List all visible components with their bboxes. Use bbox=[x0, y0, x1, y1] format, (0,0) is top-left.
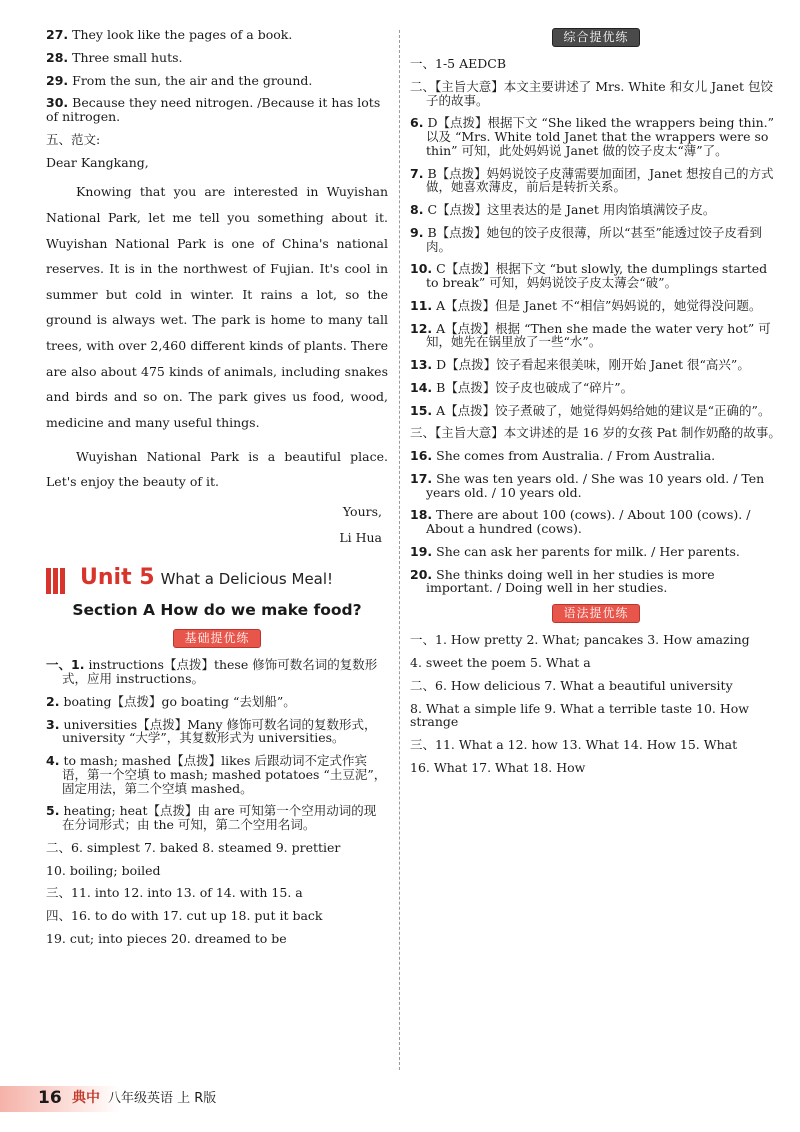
answer-text: She thinks doing well in her studies is more important. / Doing well in her studies. bbox=[426, 566, 715, 596]
answer-item bbox=[410, 472, 782, 500]
answer-item bbox=[410, 116, 782, 157]
answer-text: to mash; mashed【点拨】likes 后跟动词不定式作宾语，第一个空填 to mash; mashed potatoes “土豆泥”，固定用法，第二个空填 mashed。 bbox=[62, 753, 387, 796]
grammar-lines bbox=[410, 633, 782, 774]
answer-number: 27. bbox=[46, 27, 69, 42]
answer-item bbox=[410, 545, 782, 559]
answer-number: 12. bbox=[410, 320, 433, 336]
footer-logo: 典中 bbox=[72, 1090, 100, 1106]
answer-item bbox=[46, 658, 388, 686]
answer-item bbox=[46, 96, 388, 124]
answer-item bbox=[46, 718, 388, 746]
banner-grammar-wrap bbox=[410, 604, 782, 623]
answer-number: 13. bbox=[410, 357, 433, 373]
letter-signature: Li Hua bbox=[339, 529, 382, 545]
answer-item bbox=[410, 508, 782, 536]
right-column bbox=[410, 28, 782, 784]
answer-item bbox=[410, 226, 782, 254]
unit-label: Unit 5 bbox=[80, 565, 155, 591]
letter-greeting: Dear Kangkang, bbox=[46, 154, 149, 170]
answer-line: 二、6. simplest 7. baked 8. steamed 9. prettier bbox=[46, 839, 341, 855]
answer-number: 6. bbox=[410, 115, 424, 131]
answer-text: She can ask her parents for milk. / Her parents. bbox=[436, 543, 740, 559]
letter-paragraph-1: Knowing that you are interested in Wuyishan National Park, let me tell you something about it. Wuyishan National Park is one of China's national reserves. It is in the northwest of Fujian. It's cool in summer but cold in winter. It rains a lot, so the ground is always wet. The park is home to many tall trees, with over 2,460 different kinds of plants. There are also about 475 kinds of animals, including snakes and birds and so on. The park gives us food, wood, medicine and many useful things. bbox=[46, 184, 388, 430]
column-divider bbox=[399, 30, 400, 1070]
answer-number: 16. bbox=[410, 448, 433, 464]
banner-basic-wrap bbox=[46, 629, 388, 648]
unit-header bbox=[46, 562, 388, 596]
answer-text: B【点拨】她包的饺子皮很薄，所以“甚至”能透过饺子皮看到肉。 bbox=[426, 224, 762, 254]
answer-item bbox=[410, 322, 782, 350]
main-idea-1: 二、【主旨大意】本文主要讲述了 Mrs. White 和女儿 Janet 包饺子的故事。 bbox=[410, 78, 774, 108]
banner-basic: 基础提优练 bbox=[173, 629, 260, 648]
answer-line: 16. What 17. What 18. How bbox=[410, 759, 586, 775]
section-title: Section A How do we make food? bbox=[72, 601, 362, 620]
answer-number: 4. bbox=[46, 753, 60, 769]
answer-item bbox=[410, 167, 782, 195]
answer-text: B【点拨】妈妈说饺子皮薄需要加面团，Janet 想按自己的方式做，她喜欢薄皮，前后是转折关系。 bbox=[426, 165, 774, 195]
answer-number: 14. bbox=[410, 379, 433, 395]
answer-text: D【点拨】根据下文 “She liked the wrappers being thin.” 以及 “Mrs. White told Janet that the wrappers were so thin” 可知，此处妈妈说 Janet 做的饺子皮太“薄”了。 bbox=[426, 115, 774, 158]
banner-grammar: 语法提优练 bbox=[552, 604, 639, 623]
answer-line: 10. boiling; boiled bbox=[46, 862, 161, 878]
answer-number: 9. bbox=[410, 224, 424, 240]
answer-line: 四、16. to do with 17. cut up 18. put it back bbox=[46, 908, 323, 924]
main-idea-2: 三、【主旨大意】本文讲述的是 16 岁的女孩 Pat 制作奶酪的故事。 bbox=[410, 425, 781, 441]
answer-number: 17. bbox=[410, 470, 433, 486]
answer-line: 4. sweet the poem 5. What a bbox=[410, 655, 591, 671]
unit-subtitle: What a Delicious Meal! bbox=[160, 570, 334, 589]
essay-heading: 五、范文: bbox=[46, 131, 101, 147]
answer-number: 19. bbox=[410, 543, 433, 559]
banner-comprehensive: 综合提优练 bbox=[552, 28, 639, 47]
answer-number: 2. bbox=[46, 693, 60, 709]
answer-text: instructions【点拨】these 修饰可数名词的复数形式，应用 instructions。 bbox=[62, 657, 378, 687]
answer-line: 8. What a simple life 9. What a terrible taste 10. How strange bbox=[410, 700, 749, 730]
answer-number: 20. bbox=[410, 566, 433, 582]
answer-text: They look like the pages of a book. bbox=[72, 27, 293, 42]
answer-number: 11. bbox=[410, 297, 433, 313]
answer-line: 一、1. How pretty 2. What; pancakes 3. How amazing bbox=[410, 632, 750, 648]
basic-short-lines bbox=[46, 841, 388, 946]
answer-item bbox=[410, 358, 782, 372]
answer-text: She was ten years old. / She was 10 years old. / Ten years old. / 10 years old. bbox=[426, 470, 765, 500]
answers-top bbox=[46, 28, 388, 124]
answer-line: 19. cut; into pieces 20. dreamed to be bbox=[46, 930, 287, 946]
answer-item bbox=[46, 51, 388, 65]
letter-paragraph-2: Wuyishan National Park is a beautiful place. Let's enjoy the beauty of it. bbox=[46, 448, 388, 490]
answer-item bbox=[410, 381, 782, 395]
answer-number: 5. bbox=[46, 803, 60, 819]
answer-number: 18. bbox=[410, 507, 433, 523]
answer-text: D【点拨】饺子看起来很美味，刚开始 Janet 很“高兴”。 bbox=[436, 357, 750, 373]
answer-item bbox=[46, 754, 388, 795]
answer-text: A【点拨】饺子煮破了，她觉得妈妈给她的建议是“正确的”。 bbox=[436, 402, 771, 418]
answer-line: 三、11. What a 12. how 13. What 14. How 15. What bbox=[410, 737, 738, 753]
comprehensive-items-2 bbox=[410, 449, 782, 595]
answer-number: 10. bbox=[410, 261, 433, 277]
answer-item bbox=[410, 299, 782, 313]
left-column bbox=[46, 28, 388, 955]
answer-number: 29. bbox=[46, 72, 69, 88]
answer-number: 7. bbox=[410, 165, 424, 181]
unit-bars-icon bbox=[46, 568, 70, 594]
unit-title bbox=[80, 566, 333, 590]
answer-item bbox=[410, 449, 782, 463]
answer-number: 28. bbox=[46, 49, 69, 65]
footer-book-title: 八年级英语 上 R版 bbox=[108, 1091, 217, 1106]
answer-text: Because they need nitrogen. /Because it has lots of nitrogen. bbox=[46, 95, 381, 124]
answer-line: 一、1-5 AEDCB bbox=[410, 56, 507, 72]
answer-item bbox=[410, 203, 782, 217]
answer-number: 一、1. bbox=[46, 657, 85, 673]
answer-text: C【点拨】这里表达的是 Janet 用肉馅填满饺子皮。 bbox=[427, 202, 716, 218]
answer-text: universities【点拨】Many 修饰可数名词的复数形式，university “大学”，其复数形式为 universities。 bbox=[62, 716, 377, 746]
answer-item bbox=[46, 804, 388, 832]
page-footer bbox=[0, 1086, 420, 1112]
basic-items bbox=[46, 658, 388, 832]
answer-item bbox=[410, 404, 782, 418]
answer-text: Three small huts. bbox=[72, 49, 183, 65]
answer-text: There are about 100 (cows). / About 100 (cows). / About a hundred (cows). bbox=[426, 507, 751, 537]
answer-text: She comes from Australia. / From Australia. bbox=[436, 448, 716, 464]
answer-number: 15. bbox=[410, 402, 433, 418]
answer-item bbox=[410, 568, 782, 596]
answer-item bbox=[46, 695, 388, 709]
answer-item bbox=[410, 262, 782, 290]
answer-text: A【点拨】但是 Janet 不“相信”妈妈说的，她觉得没问题。 bbox=[436, 297, 762, 313]
banner-comprehensive-wrap bbox=[410, 28, 782, 47]
answer-text: B【点拨】饺子皮也破成了“碎片”。 bbox=[436, 379, 634, 395]
answer-number: 3. bbox=[46, 716, 60, 732]
answer-item bbox=[46, 28, 388, 42]
answer-item bbox=[46, 74, 388, 88]
answer-line: 三、11. into 12. into 13. of 14. with 15. a bbox=[46, 885, 303, 901]
answer-number: 8. bbox=[410, 202, 424, 218]
answer-line: 二、6. How delicious 7. What a beautiful university bbox=[410, 677, 733, 693]
answer-number: 30. bbox=[46, 95, 69, 111]
comprehensive-items-1 bbox=[410, 116, 782, 417]
letter-closing: Yours, bbox=[342, 503, 382, 519]
answer-text: boating【点拨】go boating “去划船”。 bbox=[63, 693, 296, 709]
answer-text: heating; heat【点拨】由 are 可知第一个空用动词的现在分词形式；由 the 可知，第二个空用名词。 bbox=[62, 803, 377, 833]
answer-text: C【点拨】根据下文 “but slowly, the dumplings started to break” 可知，妈妈说饺子皮太薄会“破”。 bbox=[426, 261, 768, 291]
answer-text: From the sun, the air and the ground. bbox=[72, 72, 313, 88]
page-number: 16 bbox=[38, 1088, 62, 1108]
answer-text: A【点拨】根据 “Then she made the water very hot” 可知，她先在锅里放了一些“水”。 bbox=[426, 320, 771, 350]
